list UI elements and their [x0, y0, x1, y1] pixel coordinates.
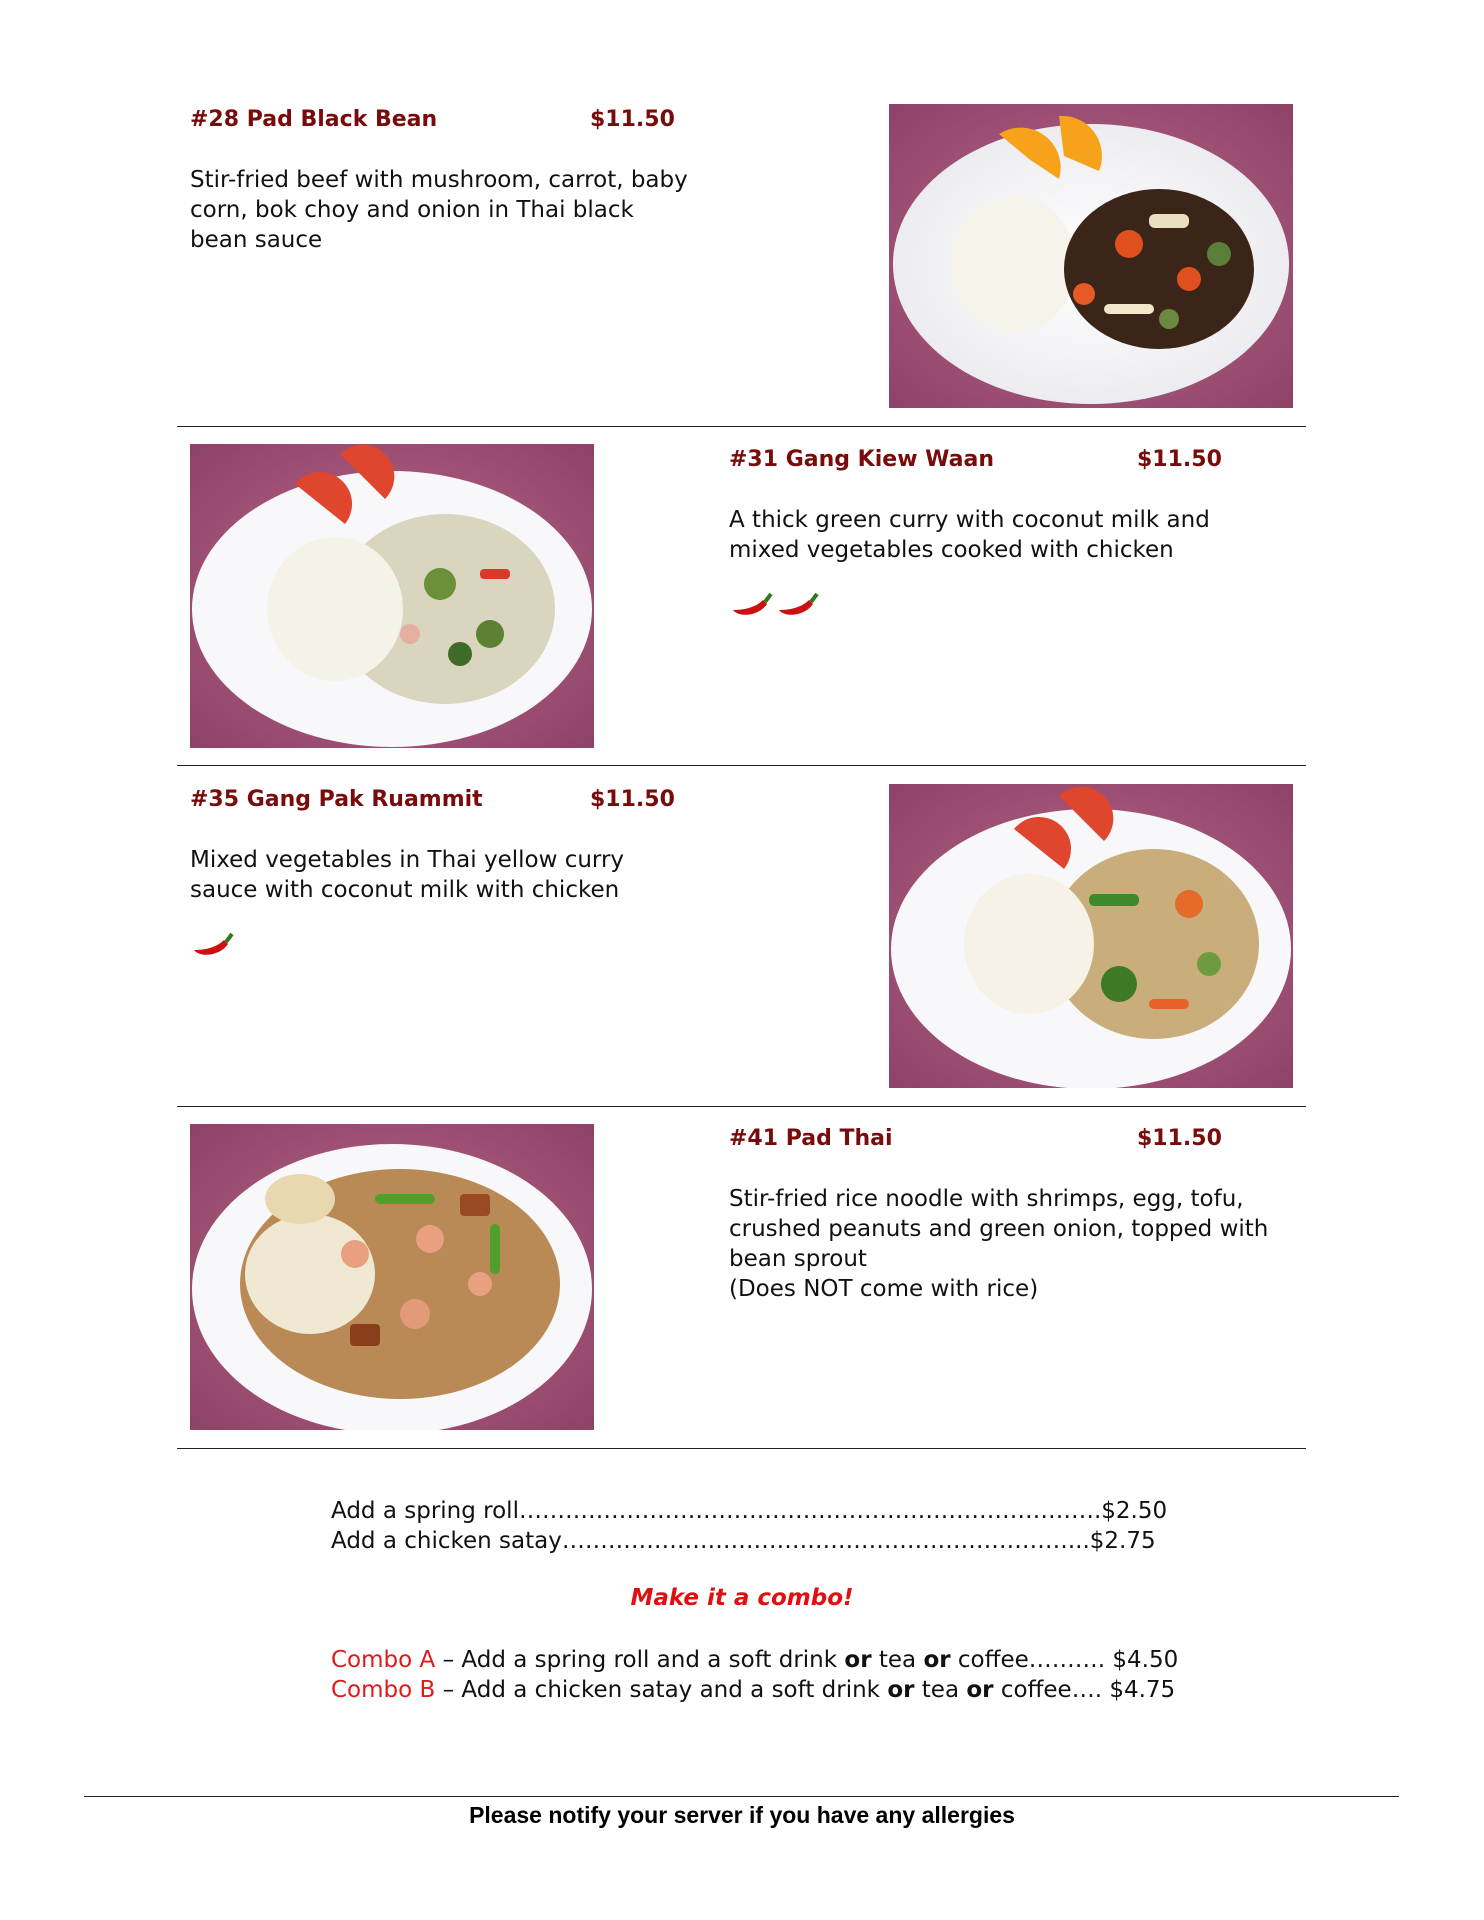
pad-black-bean-image	[889, 104, 1293, 408]
item-title-41: #41 Pad Thai	[729, 1126, 893, 1151]
section-divider	[177, 1448, 1306, 1449]
combo-or: or	[923, 1647, 951, 1673]
item-description-35: Mixed vegetables in Thai yellow curry sauce with coconut milk with chicken	[190, 847, 625, 903]
pad-thai-photo	[190, 1124, 594, 1430]
combo-heading: Make it a combo!	[630, 1585, 854, 1611]
chili-pepper-icon	[729, 590, 775, 620]
combo-b	[331, 1675, 1178, 1705]
combo-name: Combo B	[331, 1677, 436, 1703]
section-divider	[177, 1106, 1306, 1107]
gang-pak-ruammit-image	[889, 784, 1293, 1088]
combo-or: or	[887, 1677, 915, 1703]
combo-text: coffee………. $4.50	[950, 1647, 1179, 1673]
combo-text: – Add a chicken satay and a soft drink	[435, 1677, 888, 1703]
item-title-35: #35 Gang Pak Ruammit	[190, 787, 483, 812]
section-divider	[177, 765, 1306, 766]
gang-kiew-waan-photo	[190, 444, 594, 748]
item-description-31: A thick green curry with coconut milk and mixed vegetables cooked with chicken	[729, 507, 1210, 563]
footer-divider	[84, 1796, 1399, 1797]
extra-price: $2.75	[1089, 1528, 1156, 1554]
extra-price: $2.50	[1101, 1498, 1168, 1524]
spice-rating-35	[190, 930, 236, 964]
pad-black-bean-photo	[889, 104, 1293, 408]
pad-thai-image	[190, 1124, 594, 1430]
item-price-41: $11.50	[1137, 1126, 1222, 1151]
item-description-41: Stir-fried rice noodle with shrimps, egg, tofu, crushed peanuts and green onion, topped with bean sprout (Does NOT come with rice)	[729, 1186, 1269, 1302]
combo-text: coffee…. $4.75	[993, 1677, 1176, 1703]
combo-a	[331, 1645, 1178, 1675]
item-title-28: #28 Pad Black Bean	[190, 107, 438, 132]
dot-leader: …………………………………………………………...	[561, 1528, 1090, 1554]
item-price-35: $11.50	[590, 787, 675, 812]
dot-leader: ………………………………………………………………….	[518, 1498, 1102, 1524]
extra-chicken-satay	[331, 1526, 1167, 1556]
item-title-31: #31 Gang Kiew Waan	[729, 447, 995, 472]
combo-or: or	[844, 1647, 872, 1673]
combo-text: – Add a spring roll and a soft drink	[435, 1647, 845, 1673]
item-description-28: Stir-fried beef with mushroom, carrot, baby corn, bok choy and onion in Thai black bean sauce	[190, 167, 688, 253]
section-divider	[177, 426, 1306, 427]
extra-label: Add a chicken satay	[331, 1528, 562, 1554]
combo-list	[331, 1645, 1178, 1705]
gang-kiew-waan-image	[190, 444, 594, 748]
combo-name: Combo A	[331, 1647, 436, 1673]
item-price-31: $11.50	[1137, 447, 1222, 472]
spice-rating-31	[729, 590, 821, 624]
gang-pak-ruammit-photo	[889, 784, 1293, 1088]
item-price-28: $11.50	[590, 107, 675, 132]
extra-spring-roll	[331, 1496, 1167, 1526]
allergy-notice: Please notify your server if you have any allergies	[469, 1802, 1015, 1828]
chili-pepper-icon	[775, 590, 821, 620]
extras-list	[331, 1496, 1167, 1556]
combo-text: tea	[871, 1647, 924, 1673]
chili-pepper-icon	[190, 930, 236, 960]
combo-or: or	[966, 1677, 994, 1703]
combo-text: tea	[914, 1677, 967, 1703]
extra-label: Add a spring roll	[331, 1498, 519, 1524]
